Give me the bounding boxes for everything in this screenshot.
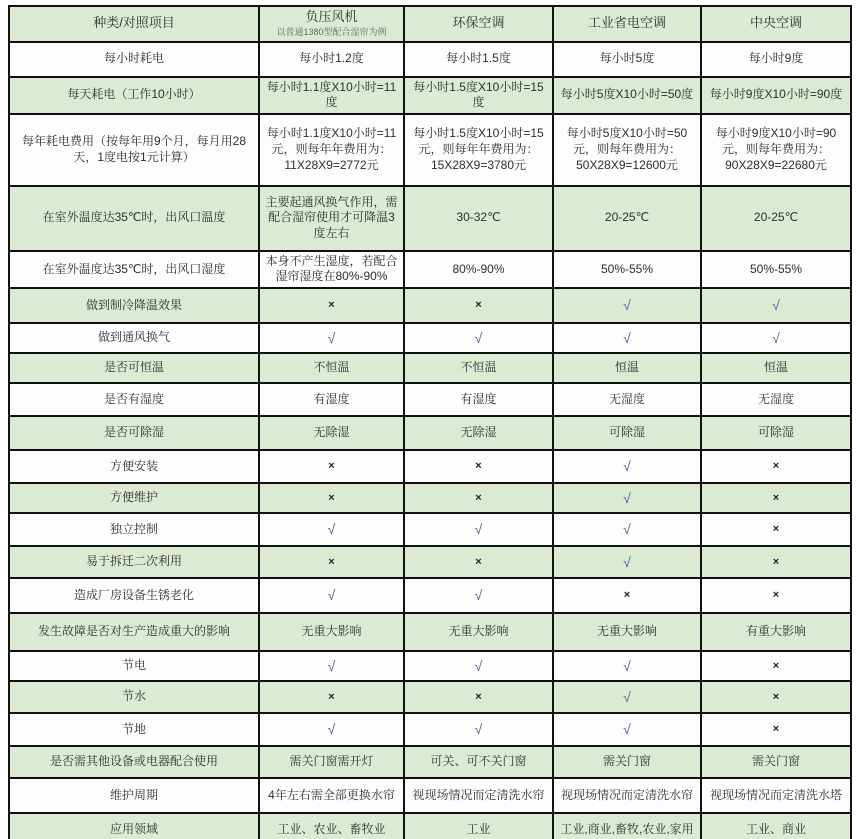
cell: × [701,578,851,613]
cell: 4年左右需全部更换水帘 [259,778,404,813]
cell: √ [553,288,701,323]
table-row [9,681,851,713]
cell: 可关、可不关门窗 [404,746,553,778]
header-title: 环保空调 [452,15,505,31]
cell: 每小时5度 [553,42,701,77]
row-label: 每年耗电费用（按每年用9个月，每月用28天，1度电按1元计算） [9,114,259,186]
table-row [9,483,851,513]
table-row [9,288,851,323]
header-subtitle: 以普通1380型配合湿帘为例 [276,26,387,37]
cell: √ [553,681,701,713]
cell: √ [259,578,404,613]
row-label: 维护周期 [9,778,259,813]
row-label: 方便安装 [9,450,259,483]
cell: 无湿度 [701,383,851,416]
cell: × [701,450,851,483]
cell: 20-25℃ [553,186,701,251]
cell: 每小时9度 [701,42,851,77]
cell: √ [701,288,851,323]
table-row [9,416,851,450]
cell: × [404,288,553,323]
table-row [9,546,851,578]
cell: × [701,513,851,546]
cell: × [259,483,404,513]
table-row [9,114,851,186]
cell: × [259,546,404,578]
cell: 无除湿 [259,416,404,450]
cell: √ [404,578,553,613]
cell: √ [701,323,851,353]
cell: 恒温 [553,353,701,383]
row-label: 造成厂房设备生锈老化 [9,578,259,613]
cell: × [259,450,404,483]
cell: 不恒温 [259,353,404,383]
cell: √ [553,323,701,353]
table-row [9,513,851,546]
cell: × [701,681,851,713]
cell: 有湿度 [259,383,404,416]
table-row [9,323,851,353]
cell: √ [259,513,404,546]
cell: √ [404,323,553,353]
table-row [9,353,851,383]
cell: 有湿度 [404,383,553,416]
cell: × [701,483,851,513]
table-row [9,186,851,251]
table-row [9,778,851,813]
cell: 工业,商业,畜牧,农业,家用 [553,813,701,839]
row-label: 独立控制 [9,513,259,546]
cell: × [404,450,553,483]
row-label: 是否有湿度 [9,383,259,416]
row-label: 每天耗电（工作10小时） [9,77,259,114]
cell: 80%-90% [404,251,553,288]
header-title: 中央空调 [749,15,802,31]
row-label: 易于拆迁二次利用 [9,546,259,578]
header-cell-eco-air-conditioner [404,6,553,42]
cell: 每小时9度X10小时=90元，则每年费用为：90X28X9=22680元 [701,114,851,186]
table-header [9,6,851,42]
row-label: 每小时耗电 [9,42,259,77]
row-label: 是否可除湿 [9,416,259,450]
header-cell-industrial-energy-saving-ac [553,6,701,42]
cell: 有重大影响 [701,613,851,651]
row-label: 是否需其他设备或电器配合使用 [9,746,259,778]
table-row [9,77,851,114]
table-row [9,713,851,746]
cell: 无湿度 [553,383,701,416]
cell: × [259,288,404,323]
cell: √ [259,651,404,681]
cell: × [404,483,553,513]
cell: 无重大影响 [259,613,404,651]
cell: √ [553,651,701,681]
cell: × [701,651,851,681]
cell: √ [553,483,701,513]
cell: 工业、商业 [701,813,851,839]
cell: 恒温 [701,353,851,383]
header-title: 种类/对照项目 [93,15,175,31]
header-title: 负压风机 [305,9,358,24]
cell: √ [404,513,553,546]
row-label: 应用领域 [9,813,259,839]
cell: 视现场情况而定清洗水帘 [553,778,701,813]
cell: 20-25℃ [701,186,851,251]
cell: 每小时9度X10小时=90度 [701,77,851,114]
table-row [9,450,851,483]
cell: 需关门窗 [701,746,851,778]
cell: 每小时1.5度X10小时=15度 [404,77,553,114]
header-cell-items [9,6,259,42]
cell: √ [553,513,701,546]
cell: 本身不产生湿度，若配合湿帘湿度在80%-90% [259,251,404,288]
cell: 50%-55% [553,251,701,288]
cell: 每小时1.1度X10小时=11元，则每年年费用为：11X28X9=2772元 [259,114,404,186]
cell: 需关门窗需开灯 [259,746,404,778]
cell: × [701,713,851,746]
cell: × [404,546,553,578]
table-row [9,813,851,839]
cell: 可除湿 [553,416,701,450]
cell: 每小时5度X10小时=50度 [553,77,701,114]
cell: 视现场情况而定清洗水帘 [404,778,553,813]
cell: 每小时5度X10小时=50元，则每年费用为：50X28X9=12600元 [553,114,701,186]
cell: 工业、农业、畜牧业 [259,813,404,839]
cell: × [404,681,553,713]
cell: 每小时1.5度X10小时=15元，则每年年费用为：15X28X9=3780元 [404,114,553,186]
cell: 30-32℃ [404,186,553,251]
comparison-table [8,5,852,839]
cell: √ [404,651,553,681]
row-label: 方便维护 [9,483,259,513]
row-label: 节电 [9,651,259,681]
row-label: 做到通风换气 [9,323,259,353]
row-label: 节地 [9,713,259,746]
cell: √ [553,546,701,578]
cell: 工业 [404,813,553,839]
cell: 可除湿 [701,416,851,450]
cell: 无重大影响 [553,613,701,651]
table-row [9,651,851,681]
cell: 50%-55% [701,251,851,288]
cell: × [701,546,851,578]
header-cell-central-ac [701,6,851,42]
table-row [9,613,851,651]
cell: √ [259,323,404,353]
cell: 无除湿 [404,416,553,450]
cell: 需关门窗 [553,746,701,778]
cell: √ [259,713,404,746]
cell: 无重大影响 [404,613,553,651]
cell: × [259,681,404,713]
cell: 不恒温 [404,353,553,383]
cell: 每小时1.1度X10小时=11度 [259,77,404,114]
table-row [9,578,851,613]
cell: 每小时1.5度 [404,42,553,77]
cell: × [553,578,701,613]
row-label: 在室外温度达35℃时，出风口湿度 [9,251,259,288]
row-label: 是否可恒温 [9,353,259,383]
row-label: 节水 [9,681,259,713]
cell: 每小时1.2度 [259,42,404,77]
table-body [9,42,851,839]
cell: √ [553,450,701,483]
cell: √ [404,713,553,746]
table-row [9,42,851,77]
cell: √ [553,713,701,746]
cell: 主要起通风换气作用，需配合湿帘使用才可降温3度左右 [259,186,404,251]
row-label: 发生故障是否对生产造成重大的影响 [9,613,259,651]
cell: 视现场情况而定清洗水塔 [701,778,851,813]
header-title: 工业省电空调 [587,15,666,31]
table-row [9,251,851,288]
row-label: 在室外温度达35℃时，出风口温度 [9,186,259,251]
header-row [9,6,851,42]
table-row [9,383,851,416]
row-label: 做到制冷降温效果 [9,288,259,323]
table-row [9,746,851,778]
header-cell-negative-pressure-fan [259,6,404,42]
